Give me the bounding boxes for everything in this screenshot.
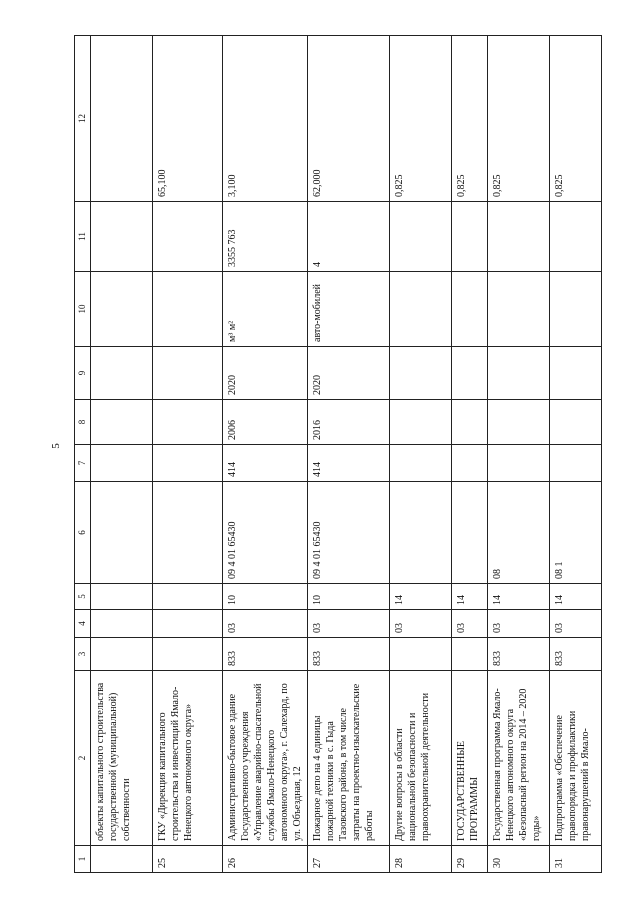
cell-col-2: ГКУ «Дирекция капитального строительства и инвестиций Ямало-Ненецкого автономного округа» <box>153 671 223 846</box>
cell-col-10 <box>91 272 153 347</box>
cell-col-3: 833 <box>223 638 308 671</box>
cell-col-5 <box>153 584 223 610</box>
column-header-7: 7 <box>75 445 91 482</box>
cell-col-8 <box>452 400 488 445</box>
column-header-5: 5 <box>75 584 91 610</box>
table-row <box>390 36 452 873</box>
cell-col-11 <box>452 202 488 272</box>
table-row <box>550 36 602 873</box>
cell-col-7 <box>452 445 488 482</box>
cell-col-8: 2016 <box>308 400 390 445</box>
cell-col-4 <box>91 610 153 638</box>
cell-col-3 <box>452 638 488 671</box>
cell-col-2: Административно-бытовое здание Государственного учреждения «Управление аварийно-спасательной службы Ямало-Ненецкого автономного округа», г. Салехард, по ул. Объездная, 12 <box>223 671 308 846</box>
cell-col-5: 10 <box>223 584 308 610</box>
cell-col-4: 03 <box>223 610 308 638</box>
cell-col-6: 08 1 <box>550 482 602 584</box>
budget-table-container <box>74 36 594 873</box>
cell-col-4: 03 <box>452 610 488 638</box>
cell-col-3: 833 <box>550 638 602 671</box>
cell-col-12: 0,825 <box>488 36 550 202</box>
cell-col-1 <box>91 846 153 873</box>
cell-col-7 <box>91 445 153 482</box>
cell-col-3 <box>390 638 452 671</box>
cell-col-4: 03 <box>390 610 452 638</box>
column-header-12: 12 <box>75 36 91 202</box>
cell-col-11: 3355 763 <box>223 202 308 272</box>
table-body <box>91 36 602 873</box>
cell-col-1: 25 <box>153 846 223 873</box>
cell-col-12: 0,825 <box>452 36 488 202</box>
cell-col-9 <box>550 347 602 400</box>
cell-col-1: 27 <box>308 846 390 873</box>
cell-col-5: 14 <box>550 584 602 610</box>
column-header-3: 3 <box>75 638 91 671</box>
cell-col-7 <box>550 445 602 482</box>
cell-col-11 <box>91 202 153 272</box>
cell-col-4: 03 <box>308 610 390 638</box>
budget-table <box>74 35 602 873</box>
cell-col-2: объекты капитального строительства государственной (муниципальной) собственности <box>91 671 153 846</box>
cell-col-8 <box>91 400 153 445</box>
cell-col-12: 0,825 <box>550 36 602 202</box>
cell-col-10 <box>153 272 223 347</box>
cell-col-5: 10 <box>308 584 390 610</box>
cell-col-12: 0,825 <box>390 36 452 202</box>
cell-col-7: 414 <box>223 445 308 482</box>
rotated-page-area <box>74 36 594 873</box>
cell-col-7 <box>488 445 550 482</box>
cell-col-11 <box>488 202 550 272</box>
table-row <box>452 36 488 873</box>
cell-col-8 <box>550 400 602 445</box>
cell-col-2: Другие вопросы в области национальной безопасности и правоохранительной деятельности <box>390 671 452 846</box>
table-row <box>308 36 390 873</box>
cell-col-12 <box>91 36 153 202</box>
cell-col-11 <box>390 202 452 272</box>
cell-col-3: 833 <box>488 638 550 671</box>
cell-col-4 <box>153 610 223 638</box>
cell-col-10 <box>550 272 602 347</box>
cell-col-2: ГОСУДАРСТВЕННЫЕ ПРОГРАММЫ <box>452 671 488 846</box>
cell-col-10 <box>488 272 550 347</box>
cell-col-8 <box>488 400 550 445</box>
cell-col-10 <box>390 272 452 347</box>
cell-col-6: 08 <box>488 482 550 584</box>
cell-col-1: 29 <box>452 846 488 873</box>
cell-col-3 <box>91 638 153 671</box>
page-number: 5 <box>50 443 62 449</box>
cell-col-6: 09 4 01 65430 <box>223 482 308 584</box>
table-row <box>223 36 308 873</box>
column-header-10: 10 <box>75 272 91 347</box>
cell-col-1: 26 <box>223 846 308 873</box>
cell-col-5: 14 <box>452 584 488 610</box>
cell-col-10: м³ м² <box>223 272 308 347</box>
column-header-1: 1 <box>75 846 91 873</box>
cell-col-12: 3,100 <box>223 36 308 202</box>
cell-col-11: 4 <box>308 202 390 272</box>
cell-col-8: 2006 <box>223 400 308 445</box>
cell-col-3: 833 <box>308 638 390 671</box>
column-header-11: 11 <box>75 202 91 272</box>
cell-col-6 <box>153 482 223 584</box>
cell-col-6 <box>452 482 488 584</box>
cell-col-10 <box>452 272 488 347</box>
cell-col-5 <box>91 584 153 610</box>
cell-col-1: 28 <box>390 846 452 873</box>
cell-col-11 <box>550 202 602 272</box>
cell-col-5: 14 <box>390 584 452 610</box>
cell-col-1: 31 <box>550 846 602 873</box>
cell-col-1: 30 <box>488 846 550 873</box>
cell-col-2: Пожарное депо на 4 единицы пожарной техники в с. Гыда Тазовского района, в том числе затраты на проектно-изыскательские работы <box>308 671 390 846</box>
cell-col-9 <box>488 347 550 400</box>
column-header-9: 9 <box>75 347 91 400</box>
cell-col-6: 09 4 01 65430 <box>308 482 390 584</box>
cell-col-4: 03 <box>550 610 602 638</box>
cell-col-12: 62,000 <box>308 36 390 202</box>
table-row <box>153 36 223 873</box>
column-header-4: 4 <box>75 610 91 638</box>
cell-col-10: авто-мобилей <box>308 272 390 347</box>
cell-col-3 <box>153 638 223 671</box>
cell-col-8 <box>153 400 223 445</box>
column-header-8: 8 <box>75 400 91 445</box>
cell-col-12: 65,100 <box>153 36 223 202</box>
cell-col-9: 2020 <box>308 347 390 400</box>
cell-col-9 <box>390 347 452 400</box>
cell-col-7: 414 <box>308 445 390 482</box>
cell-col-6 <box>390 482 452 584</box>
cell-col-9 <box>153 347 223 400</box>
cell-col-4: 03 <box>488 610 550 638</box>
cell-col-8 <box>390 400 452 445</box>
cell-col-5: 14 <box>488 584 550 610</box>
cell-col-9: 2020 <box>223 347 308 400</box>
column-header-6: 6 <box>75 482 91 584</box>
table-row <box>91 36 153 873</box>
table-row <box>488 36 550 873</box>
column-header-2: 2 <box>75 671 91 846</box>
cell-col-7 <box>390 445 452 482</box>
cell-col-7 <box>153 445 223 482</box>
header-row <box>75 36 91 873</box>
cell-col-9 <box>91 347 153 400</box>
cell-col-2: Государственная программа Ямало-Ненецкого автономного округа «Безопасный регион на 2014 – 2020 годы» <box>488 671 550 846</box>
cell-col-6 <box>91 482 153 584</box>
cell-col-2: Подпрограмма «Обеспечение правопорядка и профилактики правонарушений в Ямало- <box>550 671 602 846</box>
cell-col-9 <box>452 347 488 400</box>
cell-col-11 <box>153 202 223 272</box>
